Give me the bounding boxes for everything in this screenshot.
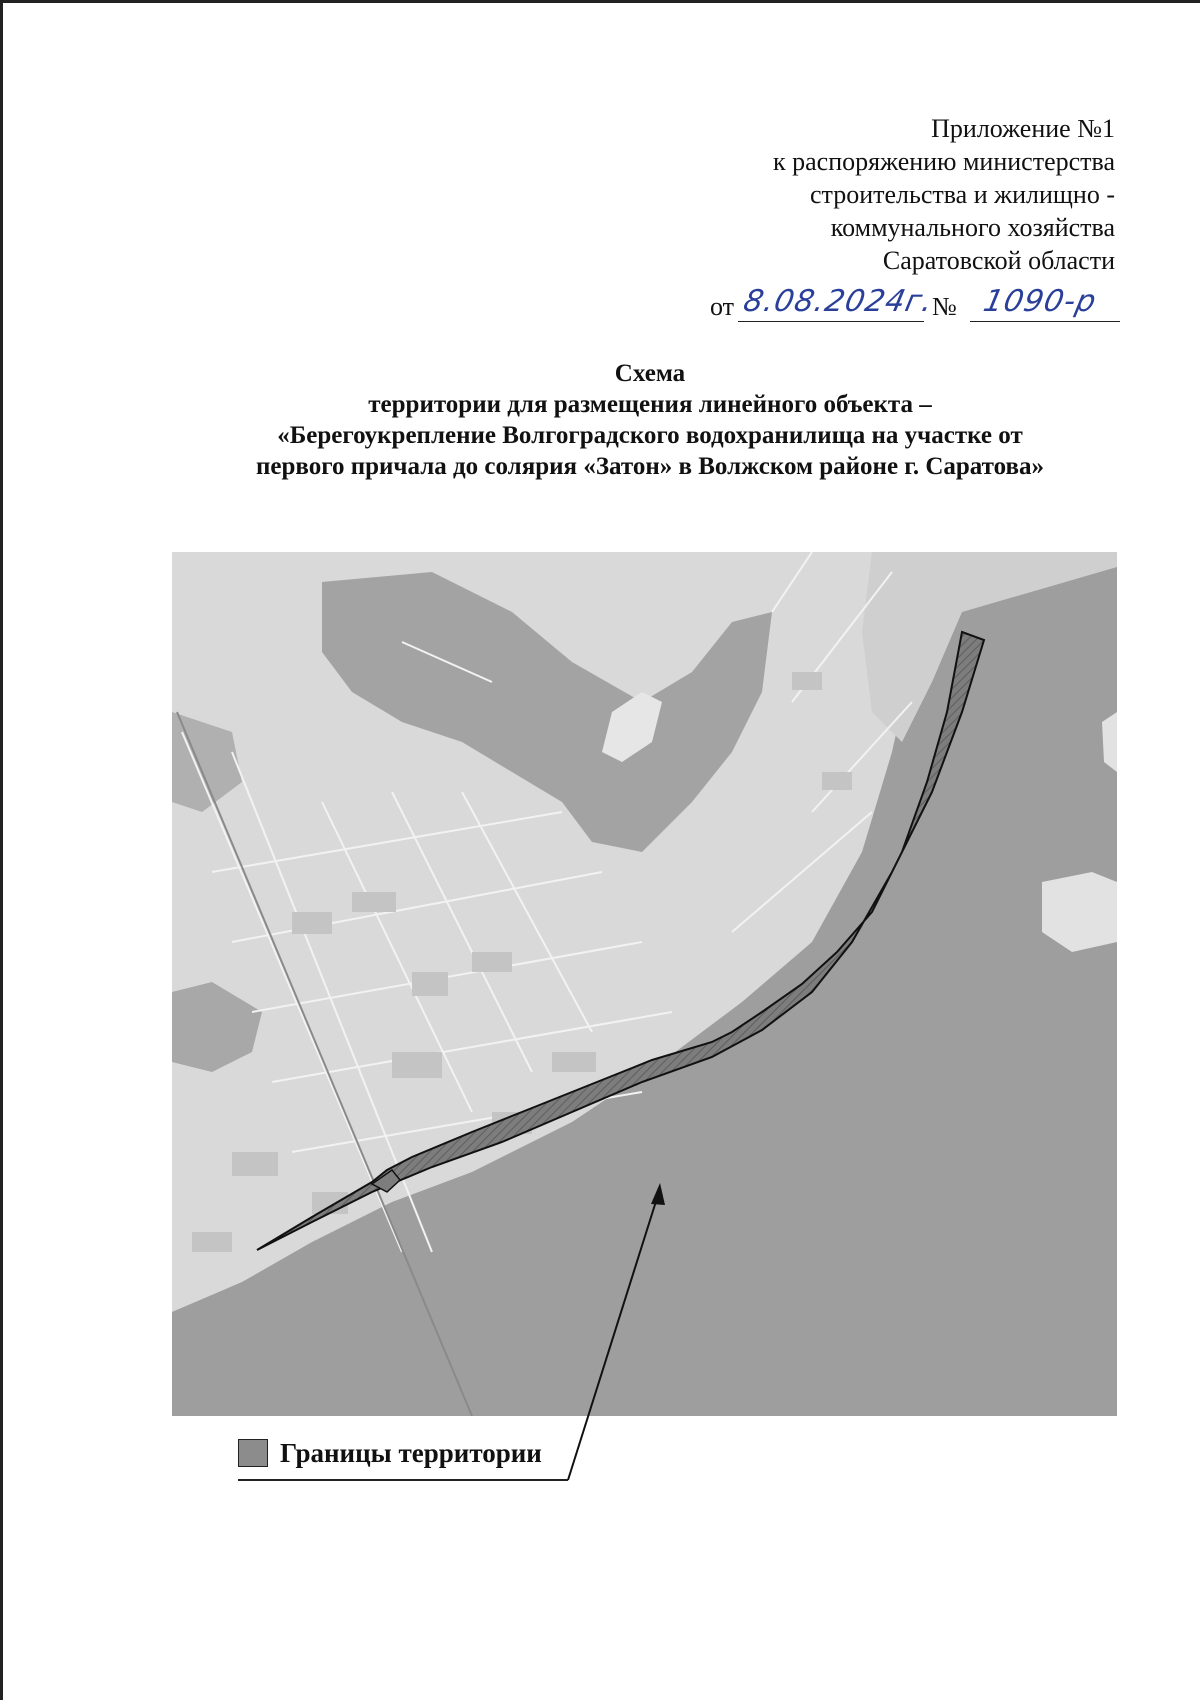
legend-swatch — [238, 1439, 268, 1467]
number-label: № — [932, 292, 957, 321]
title-line: «Берегоукрепление Волгоградского водохранилища на участке от — [277, 422, 1023, 449]
from-label: от — [710, 292, 735, 321]
appendix-line: Приложение №1 — [931, 114, 1115, 143]
handwritten-number: 1090-р — [980, 284, 1100, 319]
title-line: территории для размещения линейного объекта – — [368, 391, 932, 418]
appendix-line: к распоряжению министерства — [772, 147, 1115, 176]
title-line: первого причала до солярия «Затон» в Волжском районе г. Саратова» — [256, 453, 1044, 480]
legend-label: Границы территории — [280, 1438, 542, 1468]
appendix-line: коммунального хозяйства — [830, 213, 1115, 242]
appendix-line: Саратовской области — [882, 246, 1115, 275]
appendix-line: строительства и жилищно - — [809, 180, 1115, 209]
handwritten-date: 8.08.2024г. — [740, 284, 937, 319]
title-line: Схема — [614, 360, 686, 387]
legend-underline — [238, 1479, 568, 1481]
